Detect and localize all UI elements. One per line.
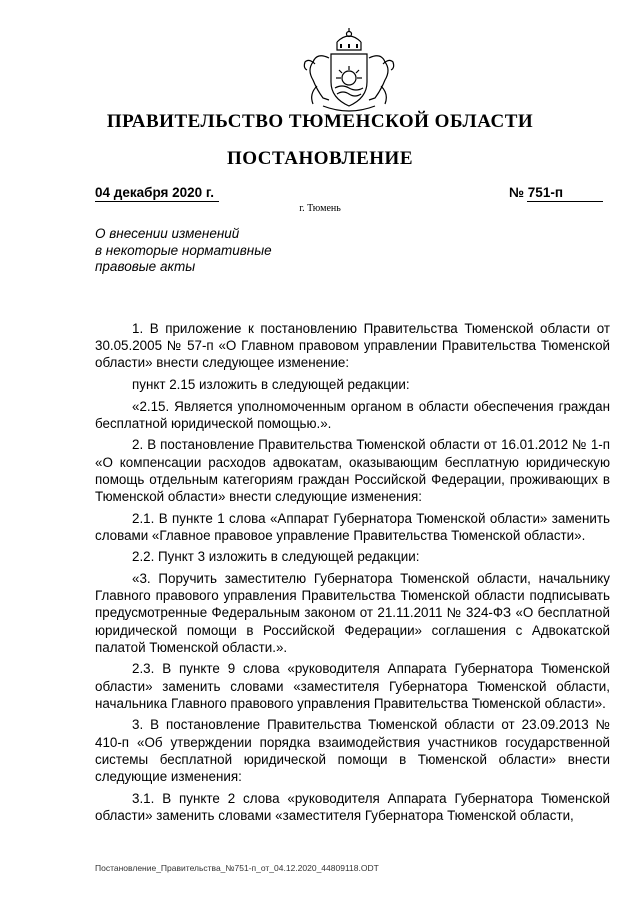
- paragraph: 3.1. В пункте 2 слова «руководителя Аппарата Губернатора Тюменской области» заменить словами «заместителя Губернатора Тюменской области,: [95, 790, 610, 823]
- paragraph: 2. В постановление Правительства Тюменской области от 16.01.2012 № 1-п «О компенсации расходов адвокатам, оказывающим бесплатную юридическую помощь отдельным категориям граждан Российской Федерации, проживающих в Тюменской области» внести следующие изменения:: [95, 437, 610, 504]
- tyumen-region-coat-of-arms-icon: [293, 28, 405, 118]
- government-title: ПРАВИТЕЛЬСТВО ТЮМЕНСКОЙ ОБЛАСТИ: [106, 111, 534, 132]
- footer-filename: Постановление_Правительства_№751-п_от_04.12.2020_44809118.ODT: [95, 863, 379, 873]
- paragraph: 2.2. Пункт 3 изложить в следующей редакции:: [132, 549, 420, 565]
- subject-line: О внесении изменений: [95, 226, 240, 241]
- date-underline: [95, 201, 219, 202]
- decree-subject: [95, 226, 315, 276]
- document-type-title: ПОСТАНОВЛЕНИЕ: [226, 148, 414, 169]
- paragraph: пункт 2.15 изложить в следующей редакции:: [132, 377, 410, 392]
- city-label: г. Тюмень: [299, 203, 341, 214]
- decree-date: 04 декабря 2020 г.: [95, 185, 214, 200]
- paragraph: «2.15. Является уполномоченным органом в области обеспечения граждан бесплатной юридической помощью.».: [95, 398, 610, 431]
- paragraph: 2.3. В пункте 9 слова «руководителя Аппарата Губернатора Тюменской области» заменить словами «заместителя Губернатора Тюменской области, начальника Главного правового управления Правительства Тюменской области».: [95, 661, 610, 711]
- paragraph: «3. Поручить заместителю Губернатора Тюменской области, начальнику Главного правового управления Правительства Тюменской области подписывать предусмотренные Федеральным законом от 21.11.2011 № 324-ФЗ «О бесплатной юридической помощи в Российской Федерации» соглашения с Адвокатской палатой Тюменской области.».: [95, 570, 610, 655]
- paragraph: 3. В постановление Правительства Тюменской области от 23.09.2013 № 410-п «Об утверждении порядка взаимодействия участников государственной системы бесплатной юридической помощи в Тюменской области» внести следующие изменения:: [95, 717, 610, 784]
- paragraph: 1. В приложение к постановлению Правительства Тюменской области от 30.05.2005 № 57-п «О Главном правовом управлении Правительства Тюменской области» внести следующее изменение:: [95, 321, 610, 371]
- subject-line: в некоторые нормативные: [95, 242, 272, 258]
- decree-body: [95, 320, 610, 828]
- paragraph: 2.1. В пункте 1 слова «Аппарат Губернатора Тюменской области» заменить словами «Главное правовое управление Правительства Тюменской области».: [95, 510, 610, 543]
- number-underline: [527, 201, 603, 202]
- decree-number: № 751-п: [509, 185, 563, 200]
- subject-line: правовые акты: [95, 259, 196, 274]
